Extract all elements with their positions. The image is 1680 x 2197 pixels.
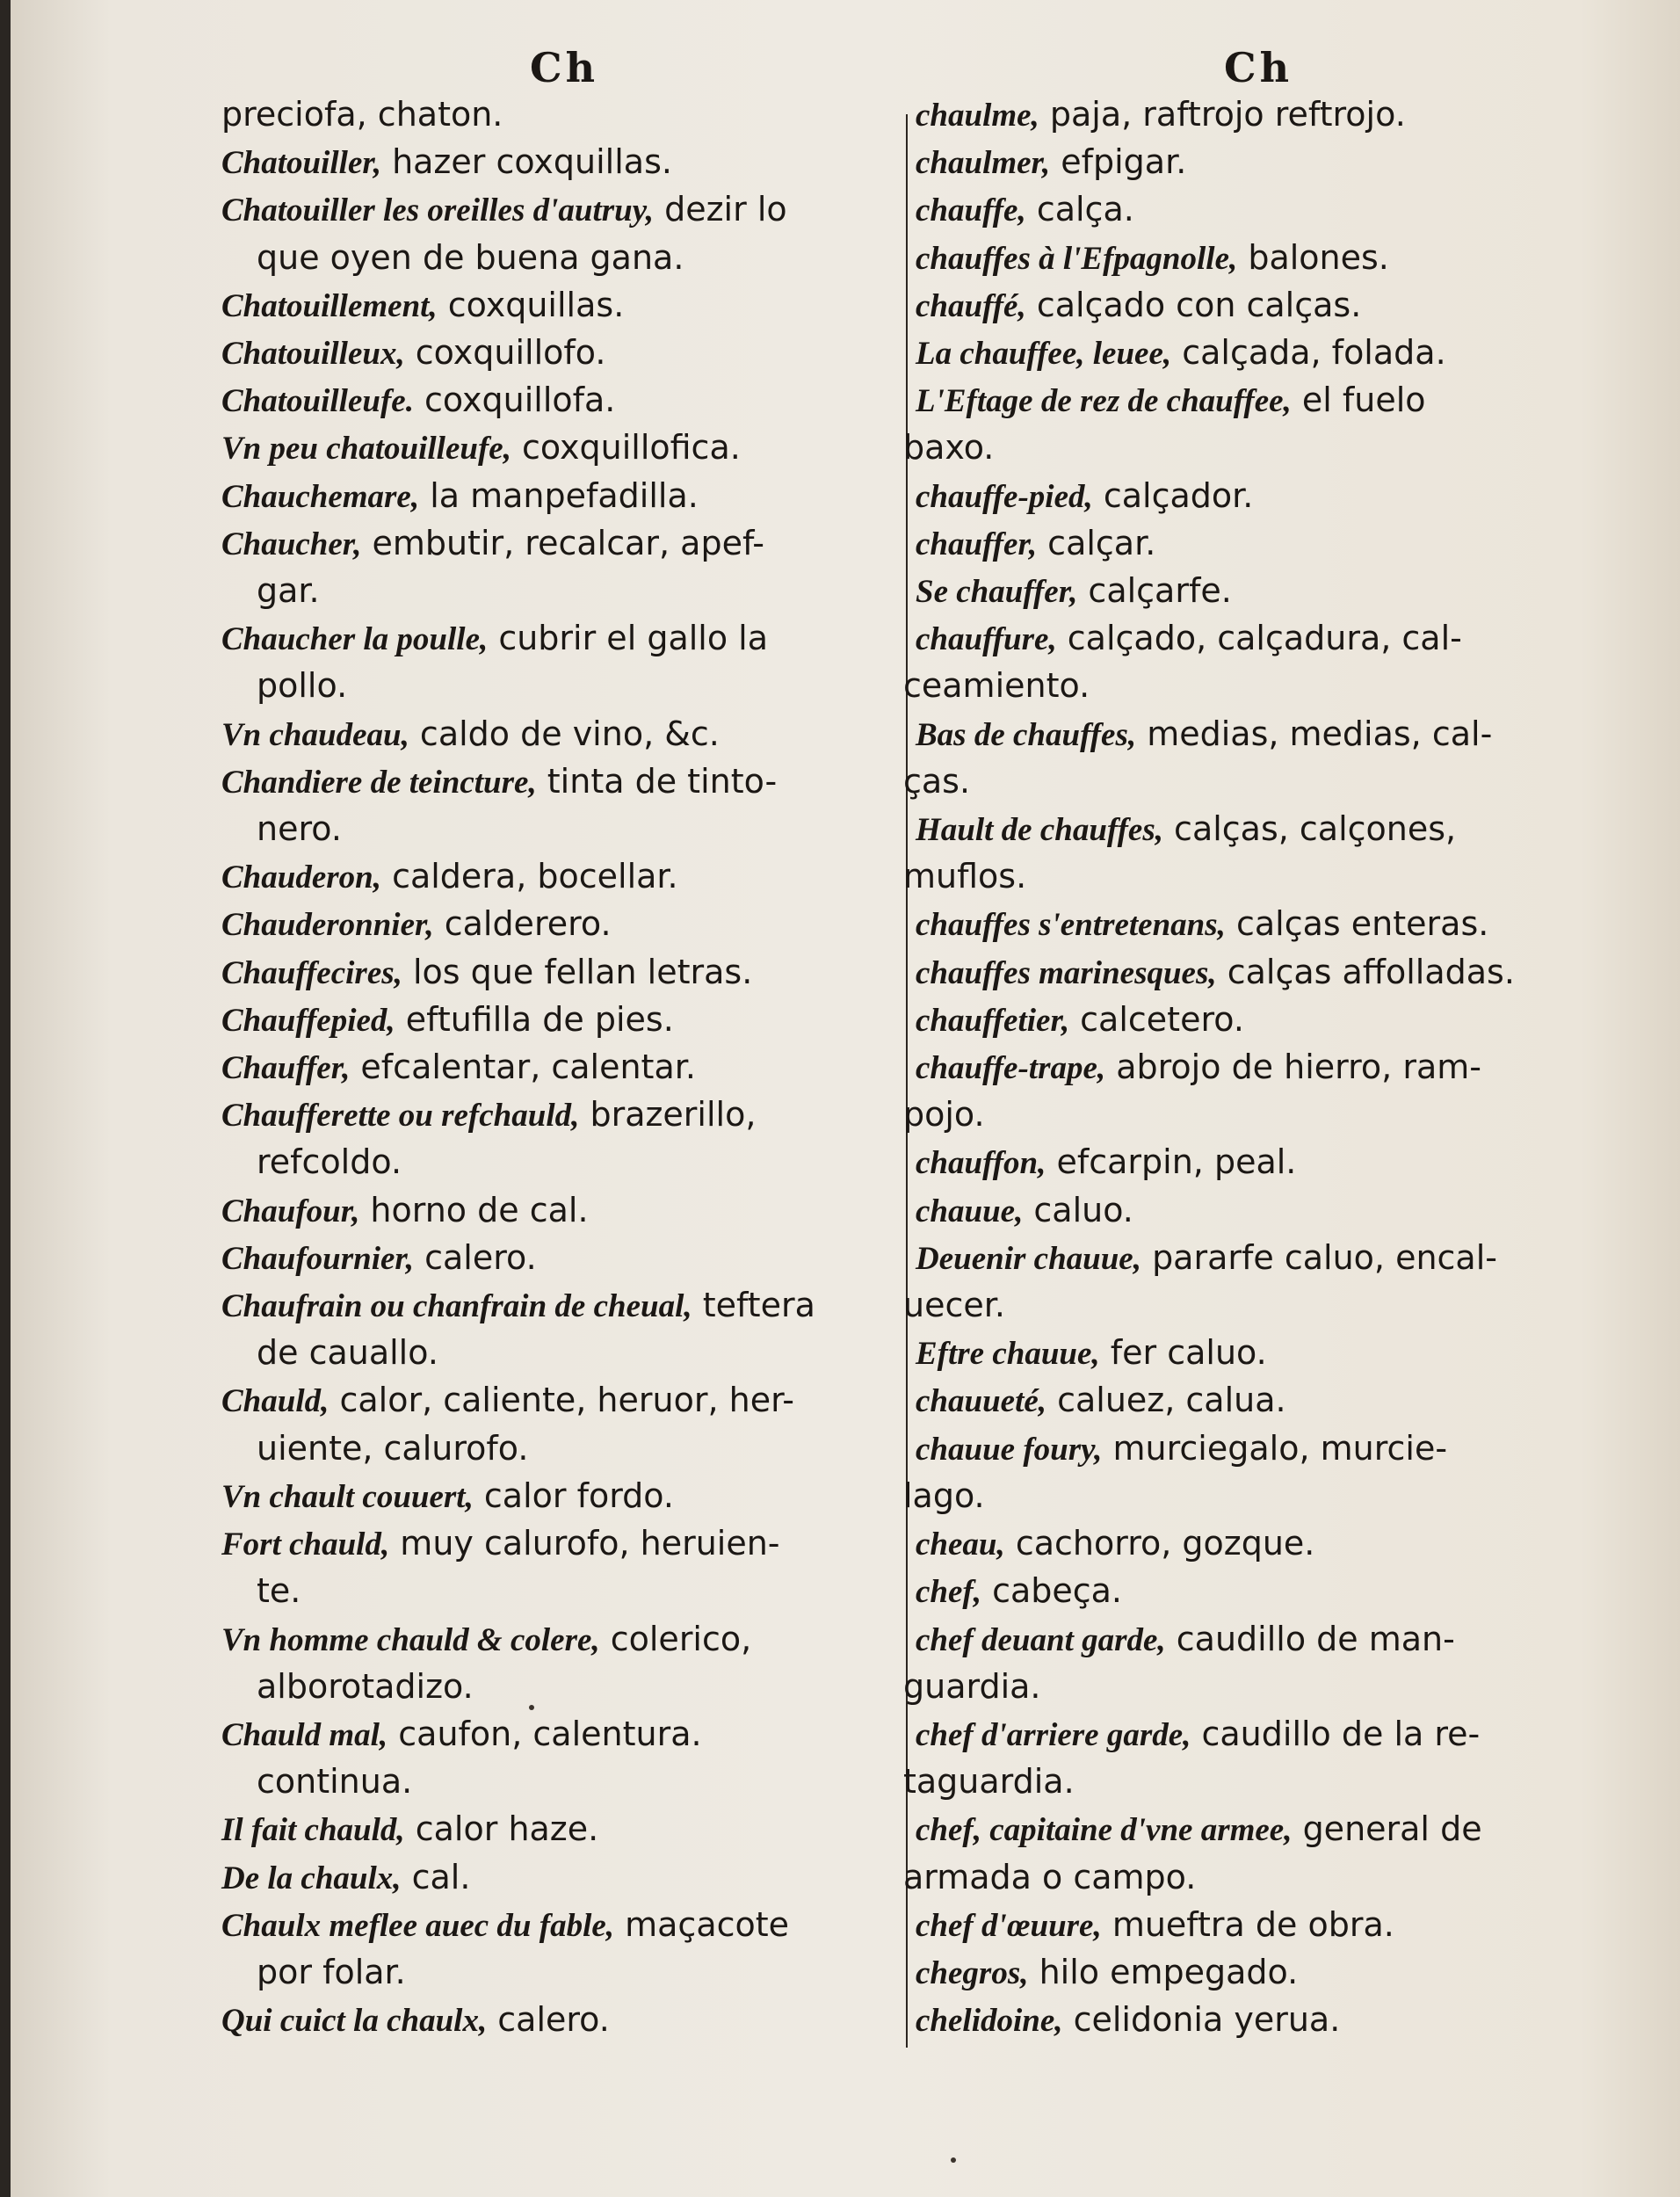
entry-headword: chauueté, [916, 1383, 1047, 1420]
entry-translation: guardia. [903, 1666, 1041, 1706]
column-divider-rule [906, 114, 908, 2048]
dictionary-entry-continuation [221, 806, 916, 853]
dictionary-entry-continuation [903, 424, 1610, 472]
entry-translation: caluo. [1023, 1190, 1133, 1229]
entry-translation: murciegalo, murcie- [1102, 1428, 1448, 1468]
entry-translation: continua. [257, 1762, 413, 1802]
entry-headword: Chaufferette ou refchauld, [221, 1098, 580, 1135]
dictionary-entry [916, 1520, 1610, 1568]
entry-headword: Qui cuict la chaulx, [221, 2003, 488, 2040]
dictionary-entry-continuation [221, 1949, 916, 1997]
dictionary-entry-continuation [903, 1091, 1610, 1139]
entry-headword: Hault de chauffes, [916, 812, 1163, 849]
entry-translation: muy calurofo, heruien- [389, 1524, 780, 1563]
entry-translation: lago. [903, 1476, 985, 1515]
dictionary-entry [221, 949, 916, 997]
dictionary-entry-continuation [221, 1139, 916, 1186]
entry-translation: pojo. [903, 1095, 985, 1135]
entry-translation: coxquillofica. [511, 428, 741, 468]
dictionary-entry [916, 1616, 1610, 1664]
entry-headword: Chauderon, [221, 859, 381, 896]
entry-translation: eftufilla de pies. [395, 999, 674, 1039]
entry-translation: pollo. [257, 666, 348, 706]
left-column [221, 0, 907, 2197]
entry-translation: caldera, bocellar. [380, 857, 678, 896]
right-column [903, 0, 1601, 2197]
entry-headword: chef, capitaine d'vne armee, [916, 1812, 1293, 1849]
entry-translation: dezir lo [654, 190, 787, 229]
entry-translation: celidonia yerua. [1062, 2000, 1341, 2040]
entry-headword: Chatouillement, [221, 287, 438, 324]
entry-translation: general de [1292, 1809, 1482, 1849]
entry-translation: muflos. [903, 857, 1027, 896]
entry-headword: Chaufournier, [221, 1240, 415, 1277]
entry-translation: baxo. [903, 428, 995, 468]
entry-translation: balones. [1237, 237, 1389, 277]
entry-translation: abrojo de hierro, ram- [1105, 1048, 1481, 1087]
entry-translation: gar. [257, 571, 320, 611]
entry-headword: chef deuant garde, [916, 1621, 1166, 1658]
dictionary-entry [916, 1997, 1610, 2044]
entry-headword: Eftre chauue, [916, 1336, 1100, 1373]
entry-translation: maçacote [614, 1904, 790, 1944]
entry-headword: chef d'arriere garde, [916, 1716, 1191, 1753]
entry-translation: calças enteras. [1225, 904, 1489, 944]
entry-translation: ceamiento. [903, 666, 1090, 706]
dictionary-entry [916, 473, 1610, 520]
entry-headword: Chatouilleux, [221, 336, 405, 373]
entry-translation: uecer. [903, 1286, 1005, 1325]
entry-translation: embutir, recalcar, apef- [361, 523, 764, 562]
dictionary-entry [221, 1377, 916, 1425]
dictionary-entry [221, 1616, 916, 1664]
entry-headword: Chauffepied, [221, 1002, 395, 1039]
dictionary-entry [916, 520, 1610, 568]
entry-headword: cheau, [916, 1526, 1005, 1563]
ink-speck [951, 2157, 956, 2163]
entry-translation: calçado con calças. [1025, 285, 1362, 324]
entry-translation: coxquillas. [437, 285, 625, 324]
entry-translation: refcoldo. [257, 1142, 402, 1182]
dictionary-entry [221, 377, 916, 424]
dictionary-entry [916, 1235, 1610, 1282]
entry-translation: uiente, calurofo. [257, 1428, 529, 1468]
dictionary-entry [221, 853, 916, 901]
dictionary-entry [916, 139, 1610, 186]
entry-headword: Chaufrain ou chanfrain de cheual, [221, 1288, 692, 1325]
entry-translation: coxquillofo. [404, 333, 606, 373]
entry-translation: que oyen de buena gana. [257, 237, 684, 277]
entry-headword: Chaucher, [221, 526, 362, 562]
dictionary-entry [916, 1711, 1610, 1758]
dictionary-entry [221, 1902, 916, 1949]
dictionary-entry-continuation [221, 663, 916, 710]
dictionary-entry [916, 1139, 1610, 1186]
entry-translation: paja, raftrojo reftrojo. [1039, 95, 1406, 134]
dictionary-entry [221, 1235, 916, 1282]
dictionary-entry [221, 424, 916, 472]
entry-translation: horno de cal. [359, 1190, 589, 1229]
entry-headword: Chauffecires, [221, 954, 402, 991]
dictionary-entry-continuation [221, 235, 916, 282]
dictionary-entry [221, 1091, 916, 1139]
entry-headword: chauffes marinesques, [916, 954, 1217, 991]
dictionary-entry [221, 1711, 916, 1758]
entry-translation: cabeça. [981, 1571, 1123, 1611]
dictionary-entry [916, 1187, 1610, 1235]
entry-translation: coxquillofa. [413, 381, 616, 420]
entry-headword: Chauld mal, [221, 1716, 388, 1753]
entry-headword: La chauffee, leuee, [916, 336, 1172, 373]
entry-headword: Vn homme chauld & colere, [221, 1621, 600, 1658]
dictionary-entry-continuation [221, 1425, 916, 1473]
dictionary-entry [916, 568, 1610, 615]
dictionary-entry [916, 1949, 1610, 1997]
entry-translation: mueftra de obra. [1101, 1904, 1394, 1944]
dictionary-entry-continuation [221, 1758, 916, 1806]
entry-headword: Il fait chauld, [221, 1812, 405, 1849]
dictionary-entry-continuation [903, 663, 1610, 710]
book-page [11, 0, 1680, 2197]
dictionary-entry-continuation [221, 1568, 916, 1615]
entry-headword: chelidoine, [916, 2003, 1063, 2040]
dictionary-entry [221, 1854, 916, 1902]
entry-headword: chauue foury, [916, 1431, 1103, 1468]
entry-headword: Chaufour, [221, 1193, 360, 1229]
dictionary-entry [221, 615, 916, 663]
dictionary-entry [916, 377, 1610, 424]
entry-headword: chegros, [916, 1954, 1029, 1991]
entry-headword: Vn peu chatouilleufe, [221, 431, 511, 468]
entry-headword: chauffé, [916, 287, 1026, 324]
entry-translation: caudillo de man- [1165, 1619, 1455, 1658]
entry-headword: chauue, [916, 1193, 1024, 1229]
entry-headword: chauffetier, [916, 1002, 1070, 1039]
entry-headword: Deuenir chauue, [916, 1240, 1141, 1277]
dictionary-entry [221, 91, 916, 139]
dictionary-entry-continuation [221, 1330, 916, 1377]
entry-translation: calero. [487, 2000, 610, 2040]
dictionary-entry [221, 139, 916, 186]
entry-translation: colerico, [599, 1619, 752, 1658]
dictionary-entry [916, 1377, 1610, 1425]
dictionary-entry [916, 901, 1610, 948]
entry-translation: cachorro, gozque. [1004, 1524, 1315, 1563]
entry-headword: L'Eftage de rez de chauffee, [916, 383, 1292, 420]
dictionary-entry [916, 1044, 1610, 1091]
dictionary-entry [916, 1425, 1610, 1473]
dictionary-entry [221, 1473, 916, 1520]
entry-translation: efcalentar, calentar. [350, 1048, 696, 1087]
left-running-header: Ch [529, 44, 599, 91]
entry-translation: efpigar. [1050, 142, 1187, 182]
entry-translation: la manpefadilla. [419, 475, 699, 515]
dictionary-entry-continuation [903, 1664, 1610, 1711]
dictionary-entry-continuation [903, 1758, 1610, 1806]
entry-headword: chef, [916, 1574, 981, 1611]
entry-translation: ças. [903, 761, 971, 801]
entry-translation: calor fordo. [473, 1476, 674, 1515]
dictionary-entry [221, 520, 916, 568]
ink-speck [529, 1705, 534, 1710]
dictionary-entry-continuation [903, 758, 1610, 806]
dictionary-entry [221, 1997, 916, 2044]
dictionary-entry [221, 997, 916, 1044]
dictionary-entry [916, 330, 1610, 377]
entry-translation: pararfe caluo, encal- [1141, 1237, 1497, 1277]
dictionary-entry [221, 330, 916, 377]
entry-translation: tinta de tinto- [536, 761, 778, 801]
dictionary-entry [916, 282, 1610, 330]
entry-translation: cubrir el gallo la [488, 619, 769, 658]
dictionary-entry [221, 1044, 916, 1091]
dictionary-entry [221, 1282, 916, 1330]
dictionary-entry [916, 1806, 1610, 1853]
entry-translation: calcetero. [1069, 999, 1244, 1039]
entry-translation: calor haze. [404, 1809, 599, 1849]
entry-translation: alborotadizo. [257, 1666, 474, 1706]
entry-headword: chef d'œuure, [916, 1907, 1102, 1944]
entry-headword: chauffe, [916, 192, 1026, 229]
entry-headword: Vn chault couuert, [221, 1478, 474, 1515]
entry-translation: calçarfe. [1077, 571, 1232, 611]
entry-headword: Chatouilleufe. [221, 383, 414, 420]
entry-translation: por folar. [257, 1952, 406, 1991]
dictionary-entry [916, 1568, 1610, 1615]
entry-translation: fer caluo. [1099, 1333, 1267, 1373]
entry-headword: Chatouiller, [221, 145, 381, 182]
entry-translation: preciofa, chaton. [221, 95, 503, 134]
entry-translation: caufon, calentura. [387, 1714, 702, 1753]
left-entry-list [221, 91, 916, 2044]
entry-translation: calças, calçones, [1162, 809, 1457, 849]
right-entry-list [903, 91, 1610, 2044]
entry-translation: caudillo de la re- [1191, 1714, 1481, 1753]
dictionary-entry-continuation [903, 1282, 1610, 1330]
entry-headword: chauffe-pied, [916, 478, 1093, 515]
entry-translation: taguardia. [903, 1762, 1075, 1802]
entry-translation: calçada, folada. [1171, 333, 1446, 373]
entry-headword: Bas de chauffes, [916, 716, 1137, 753]
entry-translation: caluez, calua. [1046, 1381, 1286, 1420]
entry-translation: calçar. [1037, 523, 1156, 562]
entry-headword: Chauchemare, [221, 478, 420, 515]
entry-translation: teftera [692, 1286, 815, 1325]
entry-headword: Chauld, [221, 1383, 329, 1420]
entry-translation: calçado, calçadura, cal- [1056, 619, 1462, 658]
entry-headword: chauffes à l'Efpagnolle, [916, 240, 1238, 277]
entry-translation: nero. [257, 809, 342, 849]
entry-translation: armada o campo. [903, 1857, 1197, 1896]
entry-headword: chauffe-trape, [916, 1050, 1106, 1087]
dictionary-entry [916, 615, 1610, 663]
entry-headword: chauffure, [916, 621, 1057, 658]
entry-headword: chauffes s'entretenans, [916, 907, 1226, 944]
entry-translation: cal. [401, 1857, 471, 1896]
entry-translation: calor, caliente, heruor, her- [329, 1381, 794, 1420]
entry-headword: Chandiere de teincture, [221, 764, 537, 801]
entry-translation: los que fellan letras. [402, 952, 753, 991]
dictionary-entry [221, 711, 916, 758]
dictionary-entry [221, 473, 916, 520]
dictionary-entry [916, 949, 1610, 997]
dictionary-entry [916, 997, 1610, 1044]
entry-translation: calçador. [1092, 475, 1254, 515]
dictionary-entry [221, 1520, 916, 1568]
dictionary-entry-continuation [903, 1473, 1610, 1520]
dictionary-entry [916, 1902, 1610, 1949]
dictionary-entry [221, 1187, 916, 1235]
dictionary-entry [916, 91, 1610, 139]
entry-headword: Se chauffer, [916, 574, 1078, 611]
entry-headword: Chaucher la poulle, [221, 621, 489, 658]
entry-translation: de cauallo. [257, 1333, 438, 1373]
entry-translation: calça. [1025, 190, 1134, 229]
right-running-header: Ch [1223, 44, 1293, 91]
entry-headword: chaulmer, [916, 145, 1051, 182]
dictionary-entry [221, 186, 916, 234]
dictionary-entry-continuation [903, 853, 1610, 901]
entry-translation: el fuelo [1291, 381, 1426, 420]
entry-translation: medias, medias, cal- [1136, 714, 1493, 753]
entry-translation: caldo de vino, &c. [409, 714, 720, 753]
entry-headword: Vn chaudeau, [221, 716, 409, 753]
entry-headword: De la chaulx, [221, 1860, 402, 1896]
entry-translation: te. [257, 1571, 301, 1611]
dictionary-entry [221, 901, 916, 948]
entry-headword: chauffer, [916, 526, 1038, 562]
entry-headword: Chauderonnier, [221, 907, 434, 944]
dictionary-entry [916, 186, 1610, 234]
dictionary-entry-continuation [221, 1664, 916, 1711]
entry-translation: calero. [414, 1237, 537, 1277]
dictionary-entry [221, 282, 916, 330]
dictionary-entry [916, 711, 1610, 758]
dictionary-entry [916, 806, 1610, 853]
dictionary-entry [916, 1330, 1610, 1377]
entry-headword: Fort chauld, [221, 1526, 390, 1563]
entry-translation: calderero. [433, 904, 612, 944]
dictionary-entry [221, 1806, 916, 1853]
entry-translation: hilo empegado. [1028, 1952, 1299, 1991]
entry-headword: chauffon, [916, 1145, 1046, 1182]
dictionary-entry [221, 758, 916, 806]
entry-headword: Chaulx meflee auec du fable, [221, 1907, 615, 1944]
entry-translation: brazerillo, [579, 1095, 757, 1135]
dictionary-entry-continuation [903, 1854, 1610, 1902]
entry-headword: Chauffer, [221, 1050, 351, 1087]
entry-translation: hazer coxquillas. [380, 142, 672, 182]
entry-translation: efcarpin, peal. [1046, 1142, 1297, 1182]
entry-translation: calças affolladas. [1216, 952, 1515, 991]
entry-headword: chaulme, [916, 98, 1039, 134]
dictionary-entry-continuation [221, 568, 916, 615]
dictionary-entry [916, 235, 1610, 282]
entry-headword: Chatouiller les oreilles d'autruy, [221, 192, 655, 229]
